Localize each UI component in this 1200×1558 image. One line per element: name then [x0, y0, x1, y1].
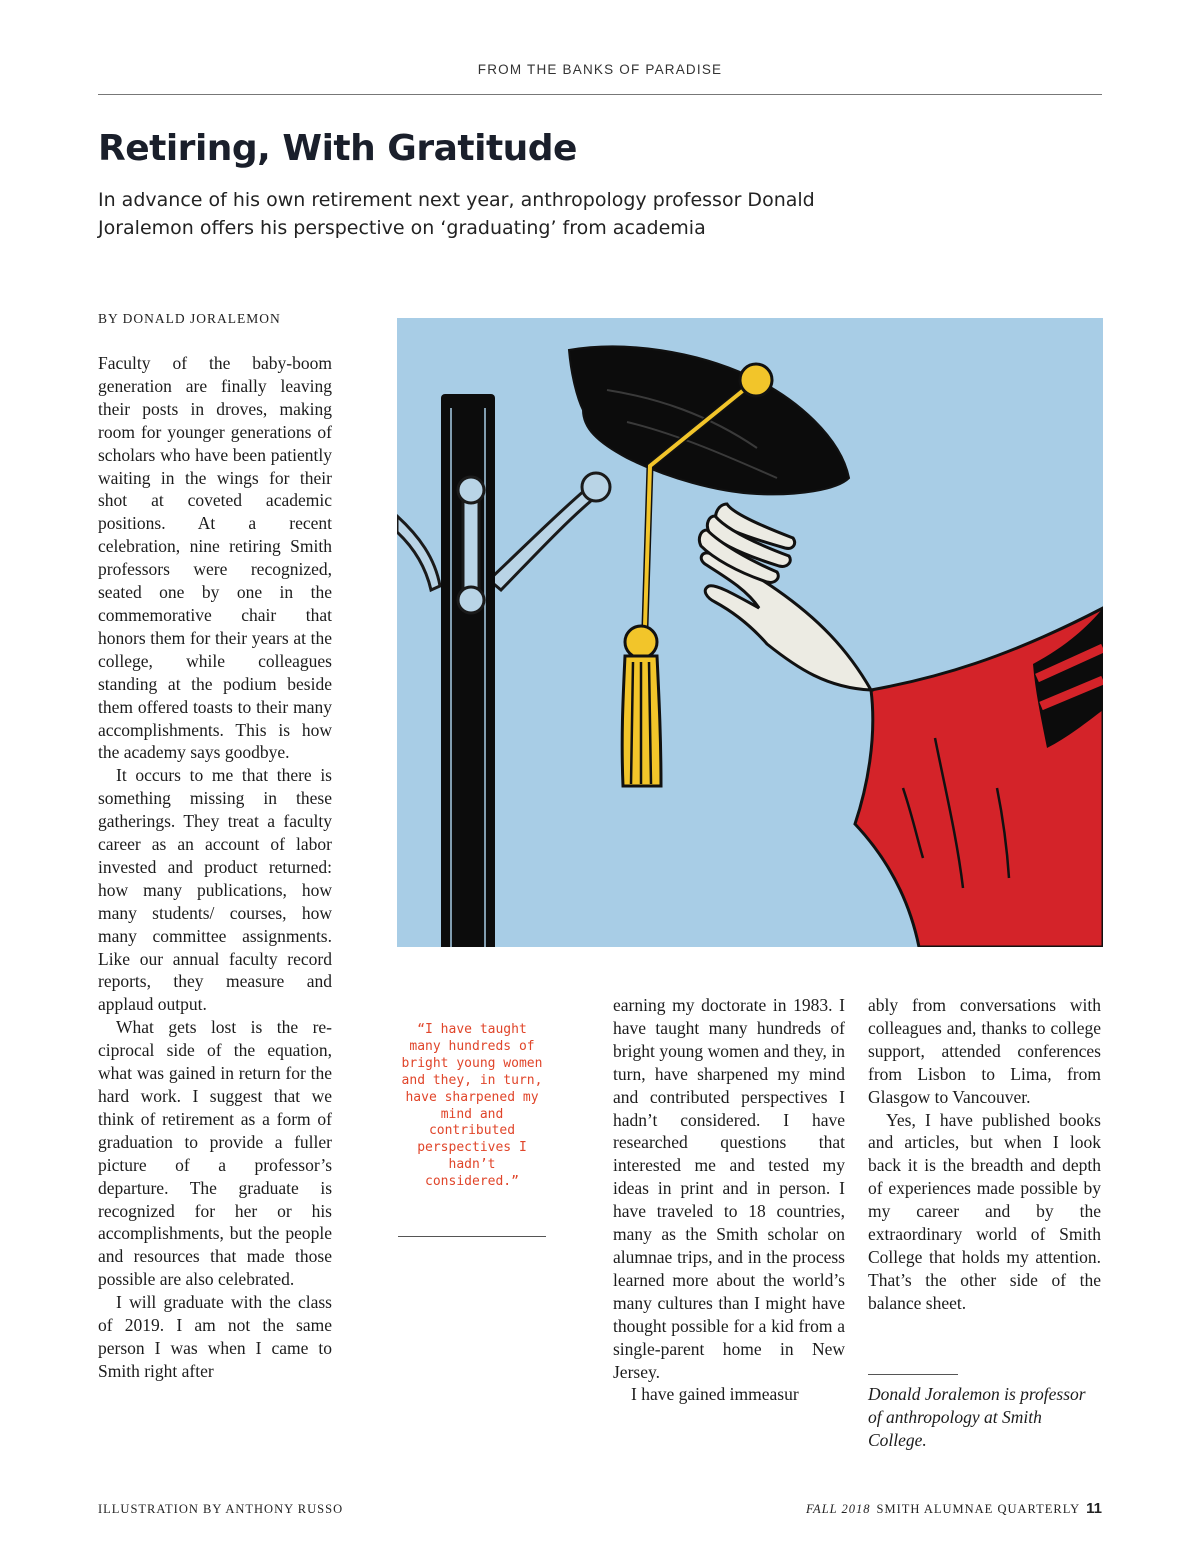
body-column-3	[613, 994, 845, 1406]
body-column-4	[868, 994, 1101, 1315]
section-header: FROM THE BANKS OF PARADISE	[477, 62, 723, 77]
paragraph: What gets lost is the reciprocal side of the equation, what was gained in return for the hard work. I suggest that we think of retirement as a form of graduation to provide a fuller picture of a professor’s departure. The graduate is recognized for her or his accomplishments, but the people and resources that made those possible are also celebrated.	[98, 1017, 332, 1290]
illustration-graduation-cap-coat-rack	[397, 318, 1103, 947]
paragraph: Faculty of the baby-boom generation are finally leaving their posts in droves, making room for younger generations of scholars who have been patiently waiting in the wings for their shot at coveted academic positions. At a recent celebration, nine retiring Smith professors were recognized, seated one by one in the commemorative chair that honors them for their years at the college, while colleagues standing at the podium beside them offered toasts to their many accomplishments. This is how the academy says goodbye.	[98, 353, 332, 763]
page-number: 11	[1086, 1500, 1102, 1517]
paragraph: It occurs to me that there is something missing in these gatherings. They treat a faculty career as an account of labor invested and product returned: how many publications, how many students/ courses, how many committee assignments. Like our annual faculty record reports, they measure and applaud output.	[98, 765, 332, 1015]
paragraph: I have gained immeasur	[631, 1384, 799, 1405]
paragraph: Yes, I have published books and articles, but when I look back it is the breadth and depth of experiences made possible by my career and by the extraordinary world of Smith College that holds my attention. That’s the other side of the balance sheet.	[868, 1109, 1101, 1313]
bio-rule	[868, 1374, 958, 1375]
paragraph: ably from conversations with colleagues and, thanks to college support, attended conferences from Lisbon to Lima, from Glasgow to Vancouver.	[868, 995, 1101, 1107]
folio	[806, 1500, 1102, 1517]
issue-date: FALL 2018	[806, 1502, 871, 1516]
paragraph: I will graduate with the class of 2019. I am not the same person I was when I came to Smith right after	[98, 1292, 332, 1381]
paragraph: earning my doctorate in 1983. I have taught many hundreds of bright young women and they, in turn, have sharpened my mind and contributed perspectives I hadn’t considered. I have researched questions that interested me and tested my ideas in print and in person. I have traveled to 18 countries, many as the Smith scholar on alumnae trips, and in the process learned more about the world’s many cultures than I might have thought possible for a kid from a single-parent home in New Jersey.	[613, 995, 845, 1382]
article-dek: In advance of his own retirement next year, anthropology professor Donald Joralemon offers his perspective on ‘graduating’ from academia	[98, 189, 815, 239]
body-column-1	[98, 352, 332, 1383]
article-title: Retiring, With Gratitude	[98, 128, 577, 169]
pull-quote: “I have taught many hundreds of bright young women and they, in turn, have sharpened my mind and contributed perspectives I hadn’t considered.”	[401, 1022, 543, 1190]
publication-name: SMITH ALUMNAE QUARTERLY	[876, 1502, 1081, 1516]
header-divider	[98, 94, 1102, 95]
byline: BY DONALD JORALEMON	[98, 311, 281, 326]
illustration-credit: ILLUSTRATION BY ANTHONY RUSSO	[98, 1502, 344, 1516]
author-bio: Donald Joralemon is professor of anthropology at Smith College.	[868, 1384, 1086, 1450]
pull-quote-rule	[398, 1236, 546, 1237]
